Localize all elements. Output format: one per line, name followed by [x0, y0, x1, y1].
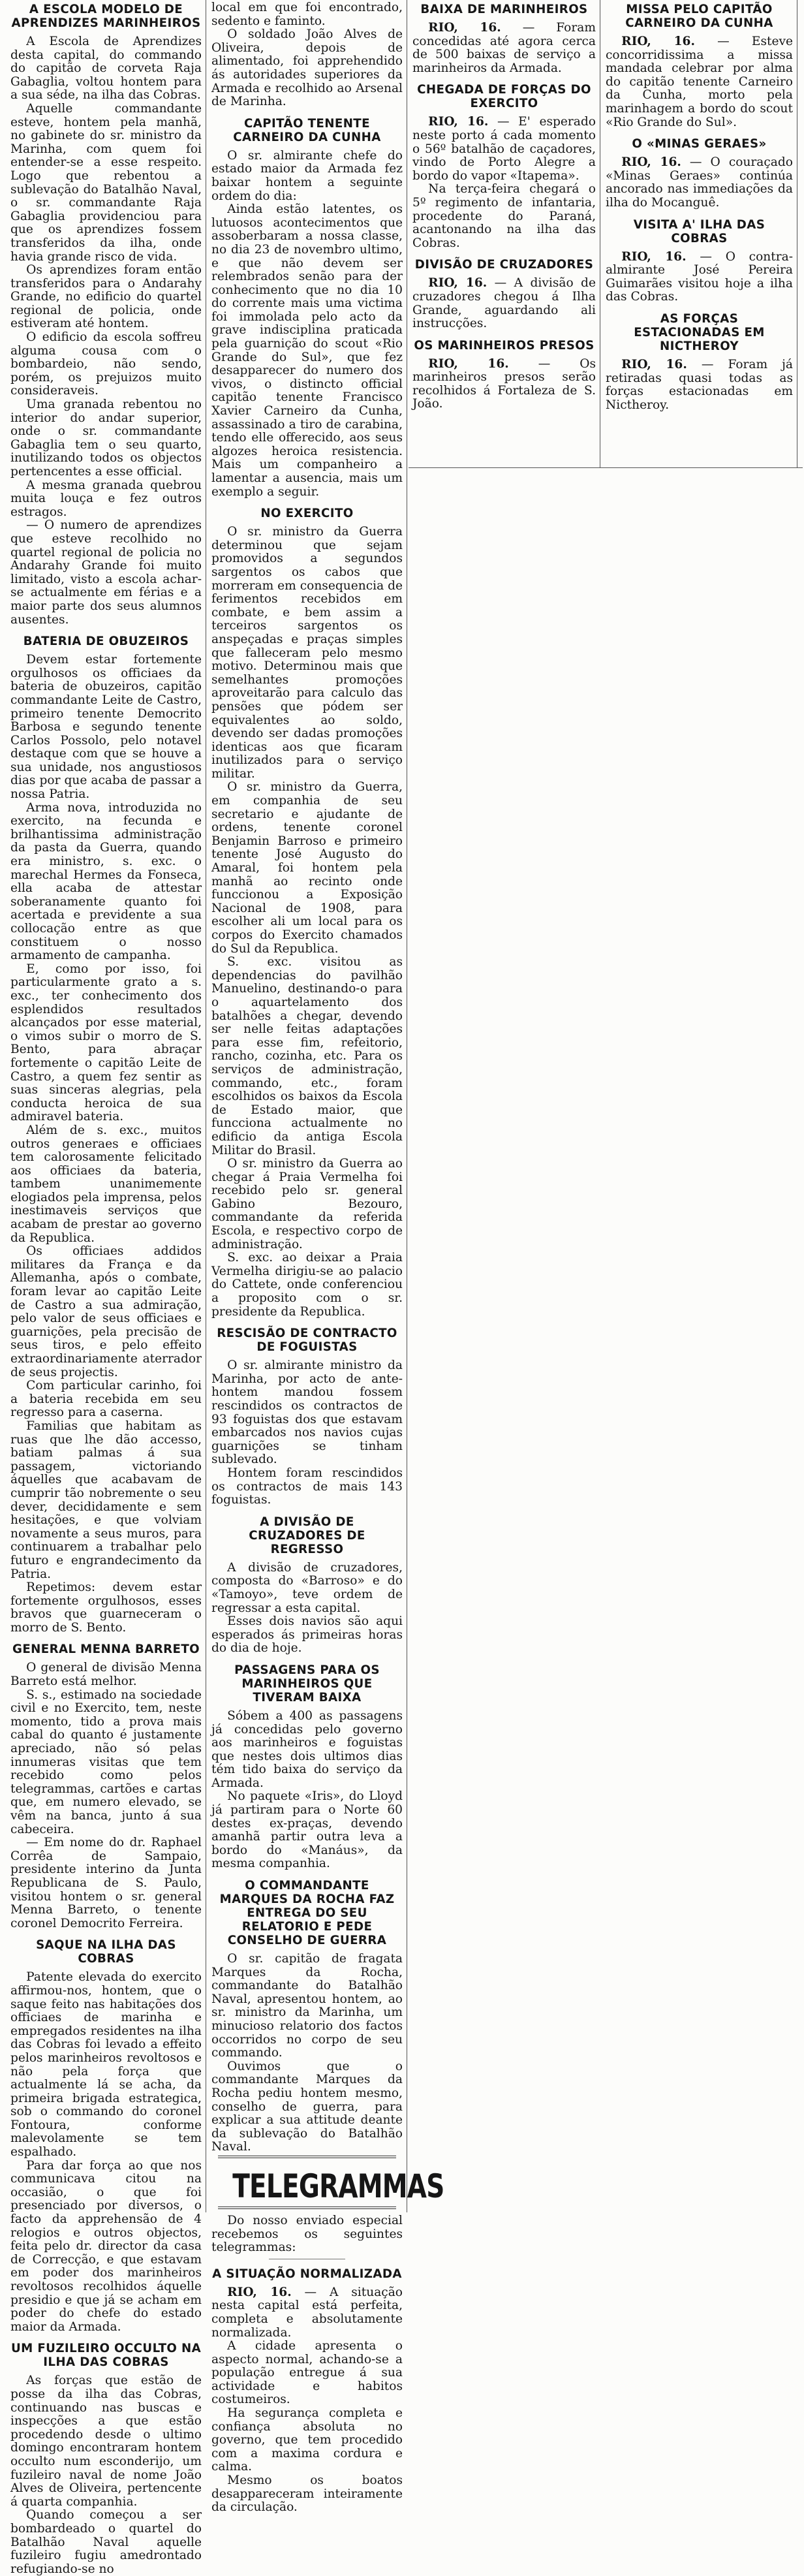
article-rescisao-foguistas [211, 1327, 403, 1507]
headline: BAIXA DE MARINHEIROS [420, 3, 588, 16]
telegrams-intro: Do nosso enviado especial recebemos os seguintes telegrammas: [211, 2213, 403, 2255]
paragraph [606, 251, 793, 304]
paragraph: O soldado João Alves de Oliveira, depois de alimentado, foi apprehendido ás autoridades superiores da Armada e recolhido ao Arsenal de Marinha. [211, 27, 403, 109]
paragraph-text: — Esteve concorridissima a missa mandada celebrar por alma do capitão tenente Carneiro da Cunha, morto pela marinhagem a bordo do scout «Rio Grande do Sul». [606, 35, 793, 129]
article-forcas-nictheroy [606, 312, 793, 412]
paragraph: No paquete «Iris», do Lloyd já partiram para o Norte 60 destes ex-praças, devendo amanhã partir outra leva a bordo do «Manáus», da mesma companhia. [211, 1789, 403, 1871]
paragraph [211, 2286, 403, 2340]
article-missa-carneiro-cunha [606, 3, 793, 129]
paragraph: O sr. almirante ministro da Marinha, por acto de ante-hontem mandou fossem rescindidos os contractos de 93 foguistas dos que estavam embarcados nos navios cujas guarnições se tinham sublevado. [211, 1359, 403, 1467]
paragraph: Com particular carinho, foi a bateria recebida em seu regresso para a caserna. [10, 1379, 202, 1420]
paragraph: Os aprendizes foram então transferidos para o Andarahy Grande, no edificio do quartel regional de policia, onde estiveram até hontem. [10, 263, 202, 331]
paragraph: Uma granada rebentou no interior do andar superior, onde o sr. commandante Gabaglia tem o seu quarto, inutilizando todos os objectos pertencentes a esse official. [10, 398, 202, 479]
paragraph: Familias que habitam as ruas que lhe dão accesso, batiam palmas á sua passagem, victoriando áquelles que acabavam de cumprir tão nobremente o seu dever, decididamente e sem hesitações, e que volviam novamente a seus muros, para continuarem a trabalhar pelo futuro e engrandecimento da Patria. [10, 1419, 202, 1581]
headline: BATERIA DE OBUZEIROS [23, 635, 189, 649]
article-divisao-cruzadores-regresso [211, 1515, 403, 1656]
paragraph: Aquelle commandante esteve, hontem pela manhã, no gabinete do sr. ministro da Marinha, com quem foi entender-se a esse respeito. Logo que rebentou a sublevação do Batalhão Naval, o sr. commandante Raja Gabaglia providenciou para que os aprendizes fossem transferidos da ilha, onde havia grande risco de vida. [10, 101, 202, 264]
headline: O «MINAS GERAES» [632, 137, 767, 151]
paragraph [412, 277, 596, 330]
paragraph: S. exc. visitou as dependencias do pavilhão Manuelino, destinando-o para o aquartelamento dos batalhões a chegar, devendo ser nelle feitas adaptações para esse fim, refeitorio, rancho, cozinha, etc. Para os serviços de administração, commando, etc., foram escolhidos os baixos da Escola de Estado maior, que funcciona actualmente no edificio da antiga Escola Militar do Brasil. [211, 955, 403, 1157]
paragraph: Os officiaes addidos militares da França e da Allemanha, após o combate, foram levar ao capitão Leite de Castro a sua admiração, pelo valor de seus officiaes e guarnições, pela precisão de seus tiros, e pelo effeito extraordinariamente aterrador de seus projectis. [10, 1244, 202, 1379]
paragraph: A Escola de Aprendizes desta capital, do commando do capitão de corveta Raja Gabaglia, voltou hontem para a sua séde, na ilha das Cobras. [10, 35, 202, 102]
dateline: RIO, 16. [621, 155, 681, 170]
paragraph-text: — Os marinheiros presos serão recolhidos á Fortaleza de S. João. [412, 356, 596, 411]
headline: AS FORÇAS ESTACIONADAS EM NICTHEROY [634, 311, 765, 353]
paragraph [412, 116, 596, 183]
dateline: RIO, 16. [621, 35, 695, 48]
column-3 [409, 0, 600, 467]
paragraph [606, 156, 793, 210]
paragraph: — Em nome do dr. Raphael Corrêa de Sampaio, presidente interino da Junta Republicana de S. Paulo, visitou hontem o sr. general Menna Barreto, o tenente coronel Democrito Ferreira. [10, 1836, 202, 1930]
dateline: RIO, 16. [428, 115, 489, 129]
paragraph-text: — Foram já retiradas quasi todas as forças estacionadas em Nictheroy. [606, 357, 793, 412]
paragraph: E, como por isso, foi particularmente grato a s. exc., ter conhecimento dos esplendidos resultados alcançados por esse material, o vimos subir o morro de S. Bento, para abraçar fortemente o capitão Leite de Castro, a quem fez sentir as suas sinceras alegrias, pela conducta heroica de sua admiravel bateria. [10, 962, 202, 1124]
article-escola-aprendizes [10, 3, 202, 627]
paragraph-text: — O contra-almirante José Pereira Guimarães visitou hoje a ilha das Cobras. [606, 249, 793, 304]
dateline: RIO, 16. [621, 249, 687, 264]
article-chegada-forcas [412, 83, 596, 250]
paragraph: Repetimos: devem estar fortemente orgulhosos, esses bravos que guarneceram o morro de S. Bento. [10, 1580, 202, 1635]
paragraph: Sóbem a 400 as passagens já concedidas pelo governo aos marinheiros e foguistas que nestes dois ultimos dias tém tido baixa do serviço da Armada. [211, 1708, 403, 1790]
headline: GENERAL MENNA BARRETO [12, 1642, 200, 1657]
telegrams-section [211, 2156, 444, 2515]
paragraph: O sr. capitão de fragata Marques da Rocha, commandante do Batalhão Naval, apresentou hontem, ao sr. ministro da Marinha, um minucioso relatorio dos factos occorridos no corpo de seu commando. [211, 1952, 403, 2060]
paragraph-text: — A situação nesta capital está perfeita, completa e absolutamente normalizada. [211, 2285, 403, 2340]
headline: A DIVISÃO DE CRUZADORES DE REGRESSO [249, 1515, 365, 1556]
telegrams-banner: TELEGRAMMAS [232, 2167, 444, 2205]
headline: RESCISÃO DE CONTRACTO DE FOGUISTAS [217, 1327, 397, 1355]
paragraph [606, 358, 793, 412]
headline: CHEGADA DE FORÇAS DO EXERCITO [417, 83, 591, 111]
paragraph: Para dar força ao que nos communicava citou na occasião, o que foi presenciado por diversos, o facto da apprehensão de 4 relogios e outros objectos, feita pelo dr. director da casa de Correcção, e que estavam em poder dos marinheiros revoltosos recolhidos áquelle presidio e que já se acham em poder do chefe do estado maior da Armada. [10, 2158, 202, 2334]
paragraph: Devem estar fortemente orgulhosos os officiaes da bateria de obuzeiros, capitão commandante Leite de Castro, primeiro tenente Democrito Barbosa e segundo tenente Carlos Possolo, pelo notavel destaque com que se houve a sua unidade, nos angustiosos dias por que acaba de passar a nossa Patria. [10, 653, 202, 802]
article-marinheiros-presos [412, 339, 596, 411]
column-4 [602, 0, 797, 467]
paragraph: Patente elevada do exercito affirmou-nos, hontem, que o saque feito nas habitações dos officiaes de marinha e empregados residentes na ilha das Cobras foi levado a effeito pelos marinheiros revoltosos e não pela força que actualmente lá se acha, da primeira brigada estrategica, sob o commando do coronel Fontoura, conforme malevolamente se tem espalhado. [10, 1970, 202, 2160]
paragraph: Quando começou a ser bombardeado o quartel do Batalhão Naval aquelle fuzileiro fugiu amedrontado refugiando-se no [10, 2508, 202, 2576]
headline: MISSA PELO CAPITÃO CARNEIRO DA CUNHA [625, 3, 773, 30]
column-2 [208, 0, 444, 2515]
paragraph: Ainda estão latentes, os lutuosos acontecimentos que assoberbaram a nossa classe, no dia 23 de novembro ultimo, e que não devem ser relembrados senão para der conhecimento que no dia 10 do corrente mais uma victima foi immolada pelo acto da grave indisciplina praticada pela guarnição do scout «Rio Grande do Sul», que fez desapparecer do numero dos vivos, o distincto official capitão tenente Francisco Xavier Carneiro da Cunha, assassinado a tiro de carabina, tendo elle offerecido, aos seus algozes heroica resistencia. Mais um companheiro a lamentar a ausencia, mais um exemplo a seguir. [211, 202, 403, 499]
divider [218, 2156, 396, 2158]
headline: A SITUAÇÃO NORMALIZADA [212, 2267, 402, 2281]
paragraph-text: — Foram concedidas até agora cerca de 500 baixas de serviço a marinheiros da Armada. [412, 21, 596, 75]
article-baixa-marinheiros [412, 3, 596, 75]
paragraph: Além de s. exc., muitos outros generaes e officiaes tem calorosamente felicitado aos officiaes da bateria, tambem unanimemente elogiados pela imprensa, pelos inestimaveis serviços que acabam de prestar ao governo da Republica. [10, 1123, 202, 1245]
paragraph: A mesma granada quebrou muita louça e fez outros estragos. [10, 478, 202, 519]
paragraph: Na terça-feira chegará o 5º regimento de infantaria, procedente do Paraná, acantonando na ilha das Cobras. [412, 182, 596, 250]
paragraph: Hontem foram rescindidos os contractos de mais 143 foguistas. [211, 1466, 403, 1507]
headline: A ESCOLA MODELO DE APRENDIZES MARINHEIROS [11, 3, 201, 30]
paragraph: S. s., estimado na sociedade civil e no Exercito, tem, neste momento, tido a prova mais cabal do quanto é justamente apreciado, não só pelas innumeras visitas que tem recebido como pelos telegrammas, cartões e cartas que, em numero elevado, se vêm na banca, junto á sua cabeceira. [10, 1688, 202, 1836]
paragraph [412, 358, 596, 411]
dateline: RIO, 16. [428, 356, 509, 371]
paragraph-text: — A divisão de cruzadores chegou á Ilha Grande, aguardando ali instrucções. [412, 276, 596, 331]
paragraph: O general de divisão Menna Barreto está melhor. [10, 1661, 202, 1689]
article-bateria-obuzeiros [10, 635, 202, 1635]
article-divisao-cruzadores [412, 258, 596, 330]
column-bottom-rule [409, 467, 803, 468]
headline: OS MARINHEIROS PRESOS [414, 338, 595, 353]
column-1 [7, 0, 206, 2576]
paragraph: A cidade apresenta o aspecto normal, achando-se a população entregue á sua actividade e habitos costumeiros. [211, 2339, 403, 2407]
paragraph: O sr. ministro da Guerra, em companhia de seu secretario e ajudante de ordens, tenente coronel Benjamin Barroso e primeiro tenente José Augusto do Amaral, foi hontem pela manhã ao recinto onde funccionou a Exposição Nacional de 1908, para escolher ali um local para os corpos do Exercito chamados do Sul da Republica. [211, 780, 403, 956]
paragraph [412, 22, 596, 75]
paragraph [606, 35, 793, 129]
headline: PASSAGENS PARA OS MARINHEIROS QUE TIVERAM BAIXA [234, 1663, 380, 1704]
paragraph-text: — O couraçado «Minas Geraes» continúa ancorado nas immediações da ilha do Mocanguê. [606, 155, 793, 210]
paragraph: As forças que estão de posse da ilha das Cobras, continuando nas buscas e inspecções a que estão procedendo desde o ultimo domingo encontraram hontem occulto num esconderijo, um fuzileiro naval de nome João Alves de Oliveira, pertencente á quarta companhia. [10, 2374, 202, 2509]
paragraph-text: — E' esperado neste porto á cada momento o 56º batalhão de caçadores, vindo de Porto Alegre a bordo do vapor «Itapema». [412, 115, 596, 183]
article-minas-geraes [606, 137, 793, 210]
article-visita-ilha-cobras [606, 218, 793, 304]
paragraph: — O numero de aprendizes que esteve recolhido no quartel regional de policia no Andarahy Grande foi muito limitado, visto a escola achar-se actualmente em férias e a maior parte dos seus alumnos ausentes. [10, 518, 202, 627]
paragraph: Ha segurança completa e confiança absoluta no governo, que tem procedido com a maxima cordura e calma. [211, 2406, 403, 2474]
dateline: RIO, 16. [428, 276, 487, 291]
article-passagens-marinheiros [211, 1663, 403, 1871]
divider [218, 2207, 396, 2209]
dateline: RIO, 16. [621, 357, 687, 371]
paragraph: Arma nova, introduzida no exercito, na fecunda e brilhantissima administração da pasta da Guerra, quando era ministro, s. exc. o marechal Hermes da Fonseca, ella acaba de attestar soberanamente quanto foi acertada e previdente a sua collocação entre as que constituem o nosso armamento de campanha. [10, 800, 202, 963]
paragraph: O sr. almirante chefe do estado maior da Armada fez baixar hontem a seguinte ordem do dia: [211, 148, 403, 203]
headline: O COMMANDANTE MARQUES DA ROCHA FAZ ENTREGA DO SEU RELATORIO E PEDE CONSELHO DE GUERRA [219, 1879, 395, 1948]
paragraph: O edificio da escola soffreu alguma cousa com o bombardeio, não sendo, porém, os prejuizos muito consideraveis. [10, 330, 202, 398]
paragraph: O sr. ministro da Guerra determinou que sejam promovidos a segundos sargentos os cabos que morreram em consequencia de ferimentos recebidos em combate, e bem assim a terceiros sargentos os anspeçadas e praças simples que falleceram pelo mesmo motivo. Determinou mais que semelhantes promoções aproveitarão para calculo das pensões que pódem ser equivalentes ao soldo, devendo ser dadas promoções identicas aos que ficaram inutilizados para o serviço militar. [211, 525, 403, 781]
headline: DIVISÃO DE CRUZADORES [414, 258, 594, 272]
article-commandante-marques-rocha [211, 1879, 403, 2154]
dateline: RIO, 16. [227, 2285, 292, 2299]
paragraph: O sr. ministro da Guerra ao chegar á Praia Vermelha foi recebido pelo sr. general Gabino Bezouro, commandante da referida Escola, e respectivo corpo de administração. [211, 1157, 403, 1251]
headline: SAQUE NA ILHA DAS COBRAS [36, 1938, 176, 1966]
article-general-menna-barreto [10, 1642, 202, 1930]
paragraph: local em que foi encontrado, sedento e faminto. [211, 1, 403, 28]
dateline: RIO, 16. [428, 21, 501, 35]
headline: VISITA A' ILHA DAS COBRAS [633, 217, 765, 245]
article-fuzileiro-occulto [10, 2342, 202, 2576]
headline: NO EXERCITO [260, 507, 354, 521]
headline: CAPITÃO TENENTE CARNEIRO DA CUNHA [233, 116, 381, 144]
article-no-exercito [211, 507, 403, 1319]
headline: UM FUZILEIRO OCCULTO NA ILHA DAS COBRAS [10, 2342, 202, 2370]
article-fuzileiro-continued [211, 1, 403, 109]
paragraph: Esses dois navios são aqui esperados ás primeiras horas do dia de hoje. [211, 1614, 403, 1656]
article-saque-ilha-cobras [10, 1938, 202, 2334]
paragraph: S. exc. ao deixar a Praia Vermelha dirigiu-se ao palacio do Cattete, onde conferenciou a proposito com o sr. presidente da Republica. [211, 1251, 403, 1319]
article-capitao-carneiro-cunha [211, 117, 403, 499]
paragraph: Mesmo os boatos desappareceram inteiramente da circulação. [211, 2474, 403, 2515]
paragraph: A divisão de cruzadores, composta do «Barroso» e do «Tamoyo», teve ordem de regressar a esta capital. [211, 1560, 403, 1615]
paragraph: Ouvimos que o commandante Marques da Rocha pediu hontem mesmo, conselho de guerra, para explicar a sua attitude deante da sublevação do Batalhão Naval. [211, 2059, 403, 2154]
